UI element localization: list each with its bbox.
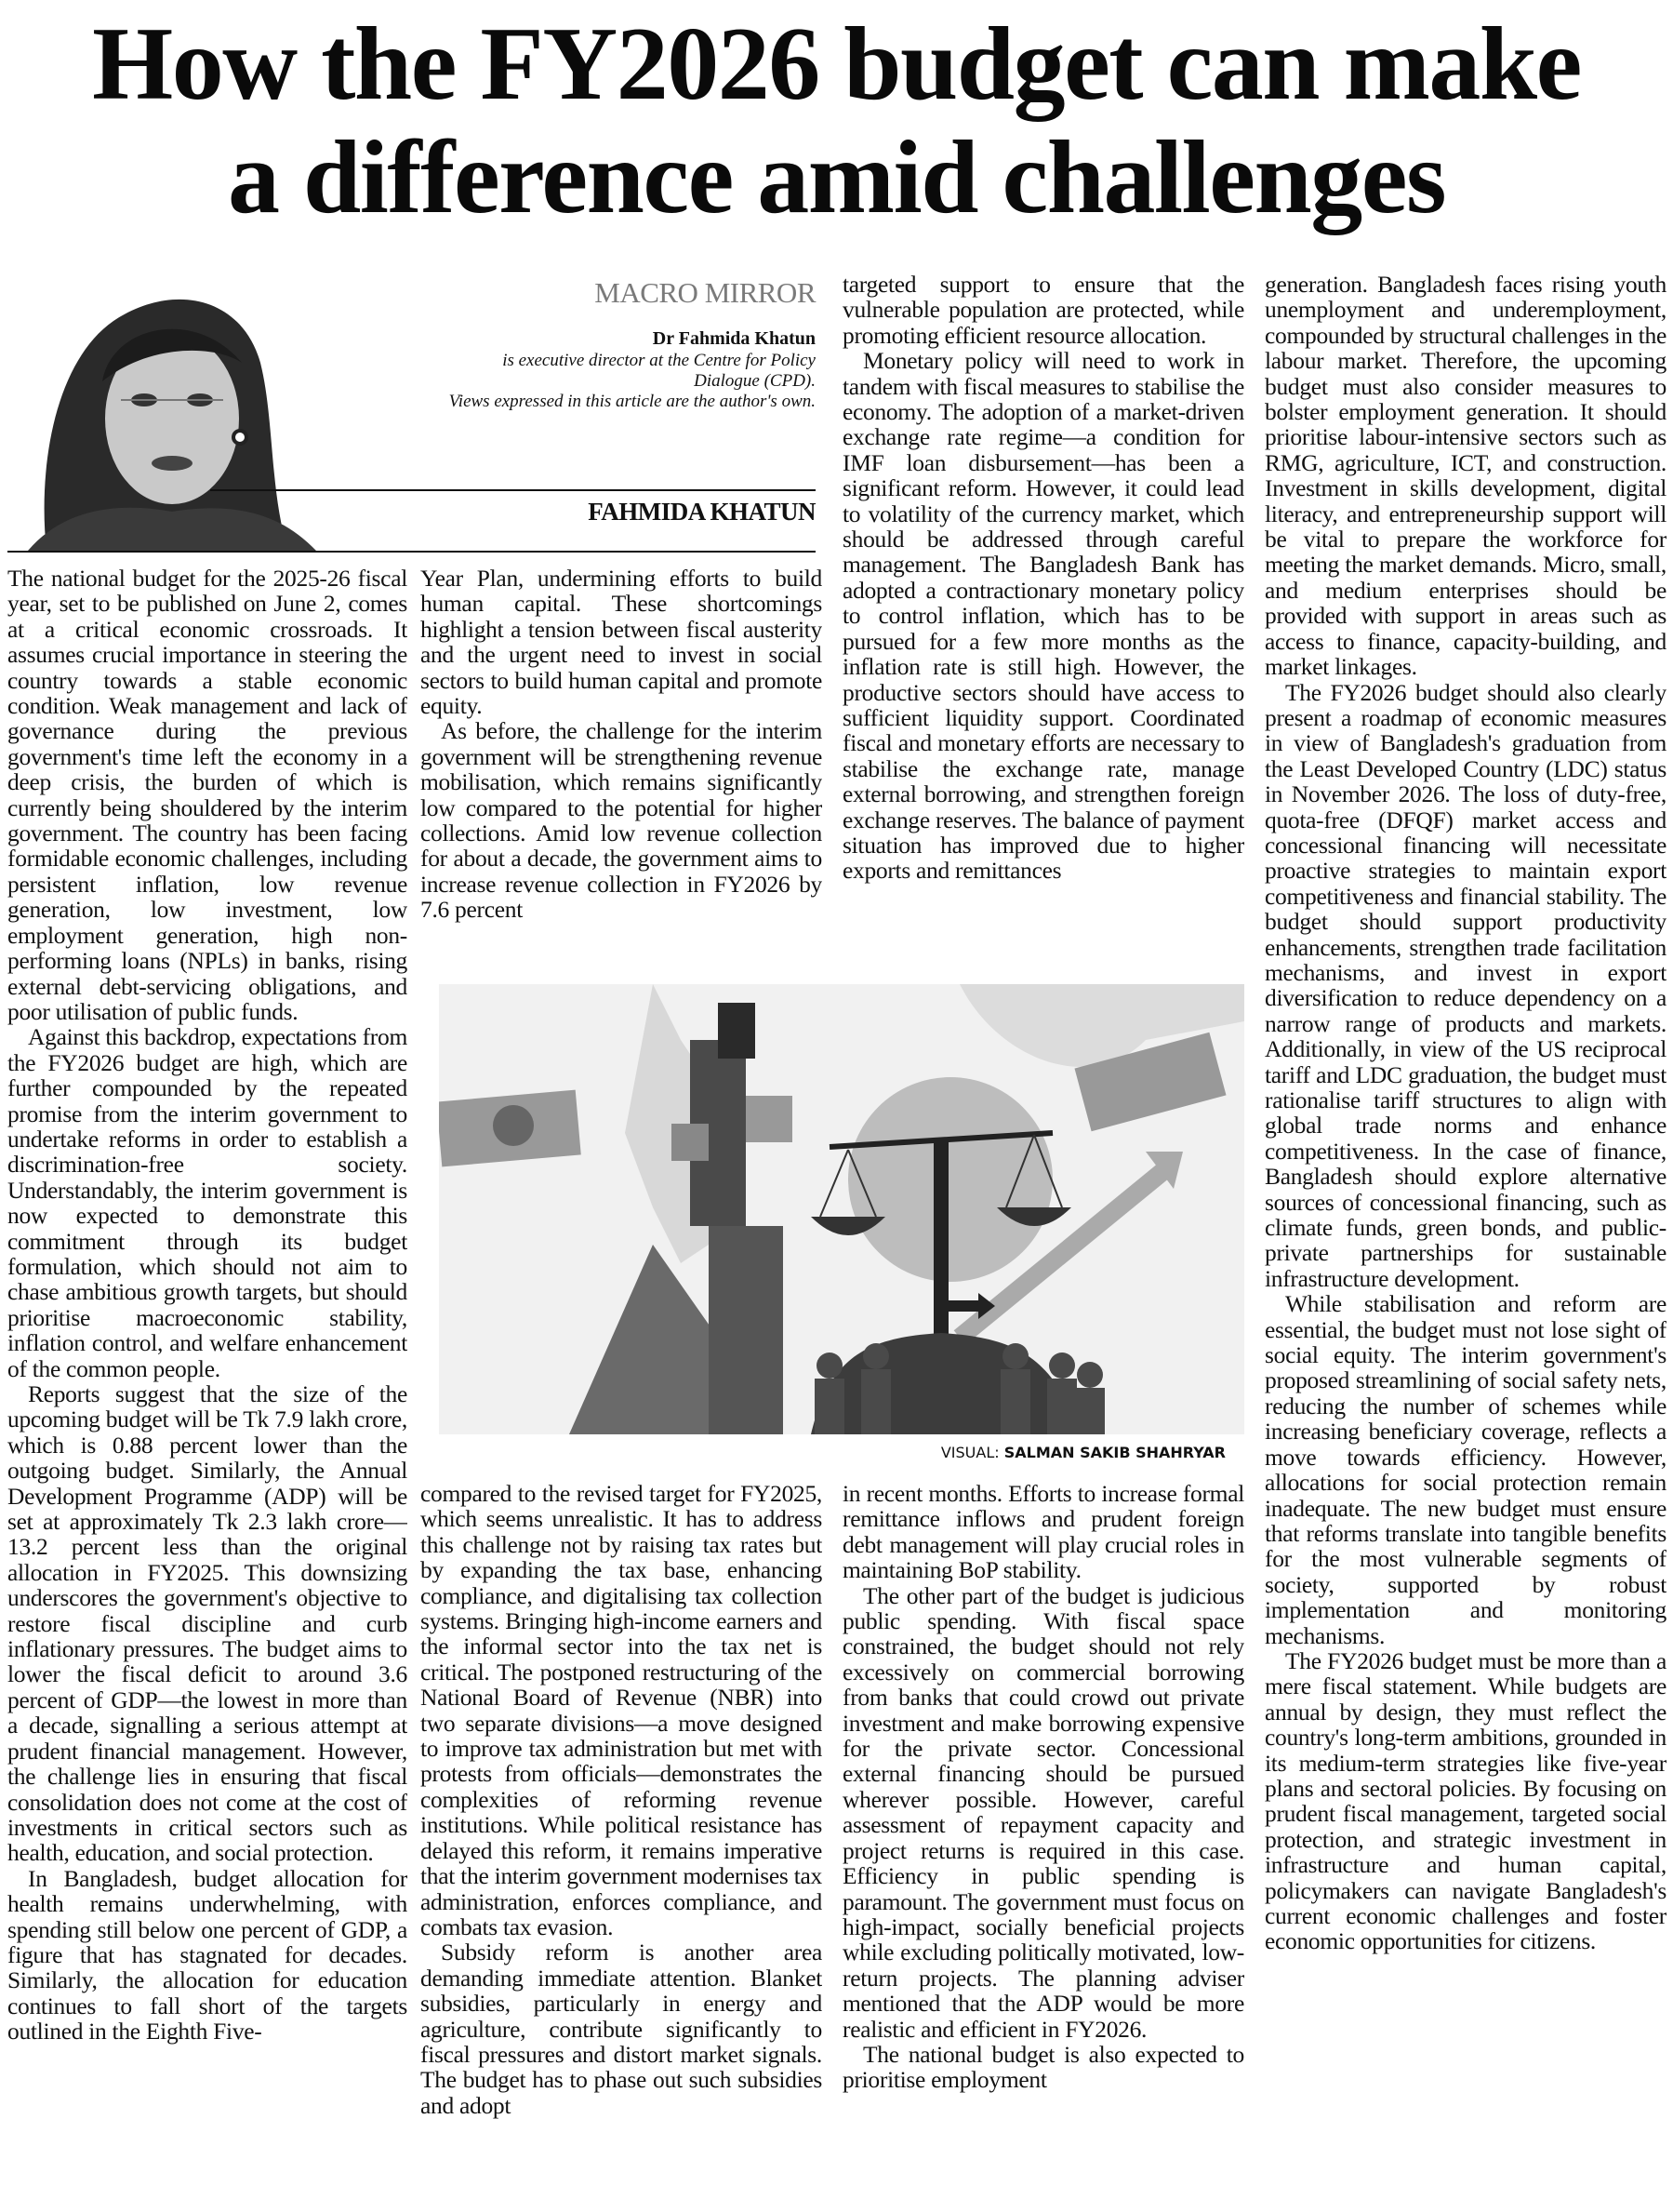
paragraph: targeted support to ensure that the vulnerable population are protected, while promoting efficient resource allocation.	[843, 272, 1244, 349]
paragraph: generation. Bangladesh faces rising youth unemployment and underemployment, compounded by structural challenges in the labour market. Therefore, the upcoming budget must also consider measures to bolster employment generation. It should prioritise labour-intensive sectors such as RMG, agriculture, ICT, and construction. Investment in skills development, digital literacy, and entrepreneurship support will be vital to prepare the workforce for meeting the market demands. Micro, small, and medium enterprises should be provided with support in areas such as access to finance, capacity-building, and market linkages.	[1265, 272, 1666, 681]
author-photo	[9, 279, 409, 551]
author-caps-name: FAHMIDA KHATUN	[588, 498, 816, 526]
visual-credit-name: SALMAN SAKIB SHAHRYAR	[1003, 1444, 1226, 1461]
article-column-3-top	[843, 272, 1244, 975]
paragraph: In Bangladesh, budget allocation for health remains underwhelming, with spending still below one percent of GDP, a figure that has stagnated for decades. Similarly, the allocation for education continues to fall short of the targets outlined in the Eighth Five-	[7, 1864, 407, 2045]
article-column-1	[7, 566, 407, 2212]
article-column-2-bottom	[420, 1481, 822, 2212]
visual-credit-prefix: VISUAL:	[940, 1444, 1004, 1461]
paragraph: While stabilisation and reform are essential, the budget must not lose sight of social equity. The interim government's proposed streamlining of social safety nets, reducing the number of schemes while increasing beneficiary coverage, reflects a move towards efficiency. However, allocations for social protection remain inadequate. The new budget must ensure that reforms translate into tangible benefits for the most vulnerable segments of society, supported by robust implementation and monitoring mechanisms.	[1265, 1290, 1666, 1649]
paragraph: The national budget is also expected to prioritise employment	[843, 2040, 1244, 2094]
byline-block	[409, 274, 816, 553]
paragraph: Against this backdrop, expectations from the FY2026 budget are high, which are further compounded by the repeated promise from the interim government to undertake reforms in order to establish a discrimination-free society. Understandably, the interim government is now expected to demonstrate this commitment through its budget formulation, which should not aim to chase ambitious growth targets, but should prioritise macroeconomic stability, inflation control, and welfare enhancement of the common people.	[7, 1023, 407, 1382]
paragraph: The national budget for the 2025-26 fiscal year, set to be published on June 2, comes at a critical economic crossroads. It assumes crucial importance in steering the country towards a stable economic condition. Weak management and lack of governance during the previous government's time left the economy in a deep crisis, the burden of which is currently being shouldered by the interim government. The country has been facing formidable economic challenges, including persistent inflation, low revenue generation, low investment, low employment generation, high non-performing loans (NPLs) in banks, rising external debt-servicing obligations, and poor utilisation of public funds.	[7, 566, 407, 1025]
paragraph: compared to the revised target for FY2025, which seems unrealistic. It has to address this challenge not by raising tax rates but by expanding the tax base, enhancing compliance, and digitalising tax collection systems. Bringing high-income earners and the informal sector into the tax net is critical. The postponed restructuring of the National Board of Revenue (NBR) into two separate divisions—a move designed to improve tax administration but met with protests from officials—demonstrates the complexities of reforming revenue institutions. While political resistance has delayed this reform, it remains imperative that the interim government modernises tax administration, enforces compliance, and combats tax evasion.	[420, 1481, 822, 1940]
headline-line-2: a difference amid challenges	[227, 120, 1446, 235]
paragraph: Year Plan, undermining efforts to build human capital. These shortcomings highlight a tension between fiscal austerity and the urgent need to invest in social sectors to build human capital and promote equity.	[420, 566, 822, 720]
article-column-4	[1265, 272, 1666, 2212]
byline-rule-top	[210, 489, 816, 491]
paragraph: The other part of the budget is judicious public spending. With fiscal space constrained, the budget should not rely excessively on commercial borrowing from banks that could crowd out private investment and make borrowing expensive for the private sector. Concessional external financing should be pursued wherever possible. However, careful assessment of repayment capacity and project returns is required in this case. Efficiency in public spending is paramount. The government must focus on high-impact, socially beneficial projects while excluding politically motivated, low-return projects. The planning adviser mentioned that the ADP would be more realistic and efficient in FY2026.	[843, 1581, 1244, 2043]
paragraph: Reports suggest that the size of the upcoming budget will be Tk 7.9 lakh crore, which is 0.88 percent lower than the outgoing budget. Similarly, the Annual Development Programme (ADP) will be set at approximately Tk 2.3 lakh crore—13.2 percent less than the original allocation in FY2025. This downsizing underscores the government's objective to restore fiscal discipline and curb inflationary pressures. The budget aims to lower the fiscal deficit to around 3.6 percent of GDP—the lowest in more than a decade, signalling a serious attempt at prudent financial management. However, the challenge lies in ensuring that fiscal consolidation does not come at the cost of investments in critical sectors such as health, education, and social protection.	[7, 1380, 407, 1867]
author-desc-line: is executive director at the Centre for Policy	[502, 351, 816, 370]
paragraph: As before, the challenge for the interim government will be strengthening revenue mobilisation, which remains significantly low compared to the potential for higher collections. Amid low revenue collection for about a decade, the government aims to increase revenue collection in FY2026 by 7.6 percent	[420, 717, 822, 924]
paragraph: The FY2026 budget must be more than a mere fiscal statement. While budgets are annual by design, they must reflect the country's long-term ambitions, grounded in its medium-term strategies like five-year plans and sectoral policies. By focusing on prudent fiscal management, targeted social protection, and strategic investment in infrastructure and human capital, policymakers can navigate Bangladesh's current economic challenges and foster economic opportunities for citizens.	[1265, 1646, 1666, 1955]
paragraph: in recent months. Efforts to increase formal remittance inflows and prudent foreign debt management will play crucial roles in maintaining BoP stability.	[843, 1481, 1244, 1584]
byline-rule-bottom	[7, 551, 816, 553]
headline-line-1: How the FY2026 budget can make	[92, 7, 1581, 122]
section-label: MACRO MIRROR	[594, 276, 816, 309]
article-column-3-bottom	[843, 1481, 1244, 2212]
article-illustration	[439, 984, 1244, 1434]
visual-credit	[439, 1444, 1226, 1461]
article-column-2-top	[420, 566, 822, 975]
author-description	[409, 351, 816, 412]
author-disclaimer: Views expressed in this article are the author's own.	[448, 392, 816, 411]
paragraph: Subsidy reform is another area demanding immediate attention. Blanket subsidies, particularly in energy and agriculture, contribute significantly to fiscal pressures and distort market signals. The budget has to phase out such subsidies and adopt	[420, 1939, 822, 2119]
paragraph: The FY2026 budget should also clearly present a roadmap of economic measures in view of Bangladesh's graduation from the Least Developed Country (LDC) status in November 2026. The loss of duty-free, quota-free (DFQF) market access and concessional financing will necessitate proactive strategies to maintain export competitiveness and financial stability. The budget should support productivity enhancements, strengthen trade facilitation mechanisms, and invest in export diversification to reduce dependency on a narrow range of products and markets. Additionally, in view of the US reciprocal tariff and LDC graduation, the budget must rationalise tariff structures to align with global trade norms and enhance competitiveness. In the case of finance, Bangladesh should explore alternative sources of concessional financing, such as climate funds, green bonds, and public-private partnerships for sustainable infrastructure development.	[1265, 678, 1666, 1292]
author-desc-line: Dialogue (CPD).	[694, 371, 816, 391]
paragraph: Monetary policy will need to work in tandem with fiscal measures to stabilise the economy. The adoption of a market-driven exchange rate regime—a condition for IMF loan disbursement—has been a significant reform. However, it could lead to volatility of the currency market, which should be addressed through careful management. The Bangladesh Bank has adopted a contractionary monetary policy to control inflation, which has to be pursued for a few more months as the inflation rate is still high. However, the productive sectors should have access to sufficient liquidity support. Coordinated fiscal and monetary efforts are necessary to stabilise the exchange rate, manage external borrowing, and strengthen foreign exchange reserves. The balance of payment situation has improved due to higher exports and remittances	[843, 347, 1244, 885]
headline	[0, 7, 1673, 234]
author-name: Dr Fahmida Khatun	[652, 328, 816, 349]
